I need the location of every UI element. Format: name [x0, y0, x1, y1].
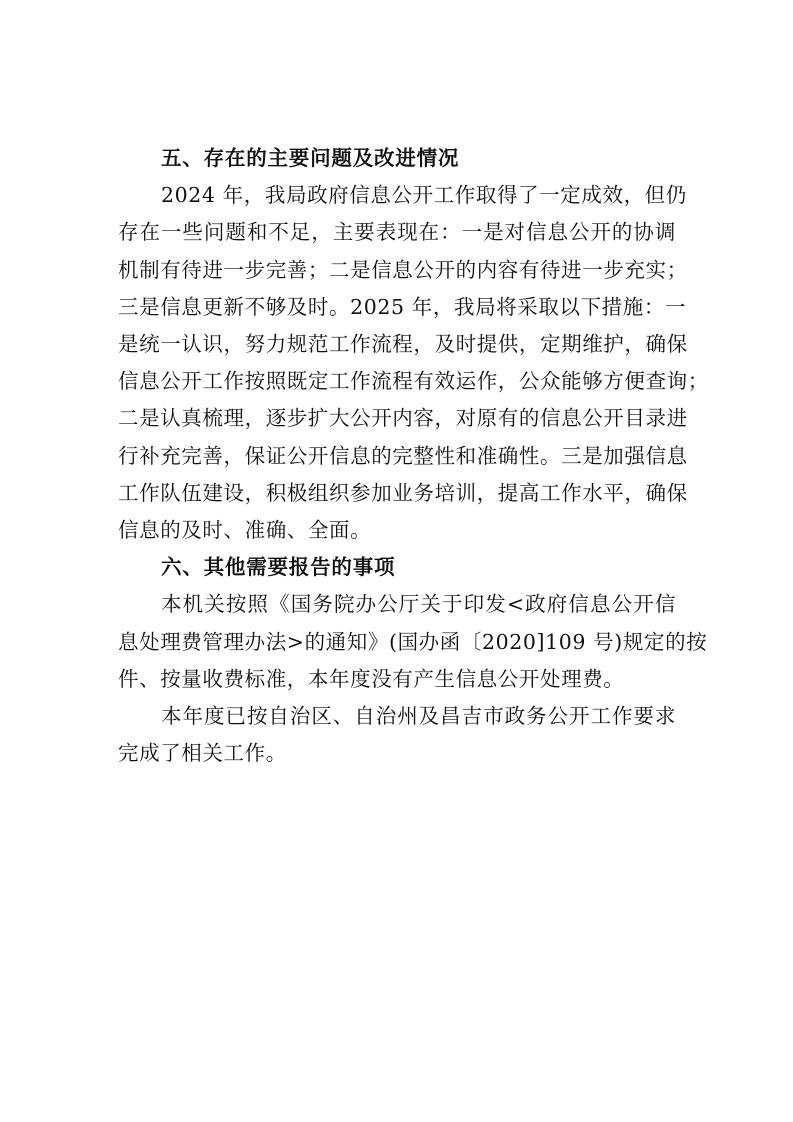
- paragraph-line: 是统一认识，努力规范工作流程，及时提供，定期维护，确保: [118, 332, 688, 357]
- paragraph-line: 三是信息更新不够及时。2025 年，我局将采取以下措施：一: [118, 294, 687, 319]
- paragraph-line: 息处理费管理办法>的通知》(国办函〔2020]109 号)规定的按: [118, 629, 708, 654]
- paragraph-line: 工作队伍建设，积极组织参加业务培训，提高工作水平，确保: [118, 480, 688, 505]
- paragraph-line: 2024 年，我局政府信息公开工作取得了一定成效，但仍: [161, 183, 687, 208]
- paragraph-line: 存在一些问题和不足，主要表现在：一是对信息公开的协调: [118, 220, 676, 245]
- section-5-paragraph: [118, 177, 709, 549]
- paragraph-line: 二是认真梳理，逐步扩大公开内容，对原有的信息公开目录进: [118, 406, 688, 431]
- section-6-paragraph-fees: [118, 586, 708, 698]
- paragraph-line: 本年度已按自治区、自治州及昌吉市政务公开工作要求: [161, 704, 676, 729]
- paragraph-line: 件、按量收费标准，本年度没有产生信息公开处理费。: [118, 666, 625, 691]
- section-6-heading: 六、其他需要报告的事项: [161, 555, 396, 580]
- paragraph-line: 机制有待进一步完善；二是信息公开的内容有待进一步充实；: [118, 257, 688, 282]
- paragraph-line: 本机关按照《国务院办公厅关于印发<政府信息公开信: [161, 592, 676, 617]
- paragraph-line: 完成了相关工作。: [118, 741, 287, 766]
- paragraph-line: 行补充完善，保证公开信息的完整性和准确性。三是加强信息: [118, 443, 688, 468]
- document-body: [118, 140, 709, 772]
- section-6-paragraph-completion: [118, 698, 676, 772]
- paragraph-line: 信息的及时、准确、全面。: [118, 518, 372, 543]
- section-5-heading: 五、存在的主要问题及改进情况: [161, 146, 460, 170]
- paragraph-line: 信息公开工作按照既定工作流程有效运作，公众能够方便查询；: [118, 369, 709, 394]
